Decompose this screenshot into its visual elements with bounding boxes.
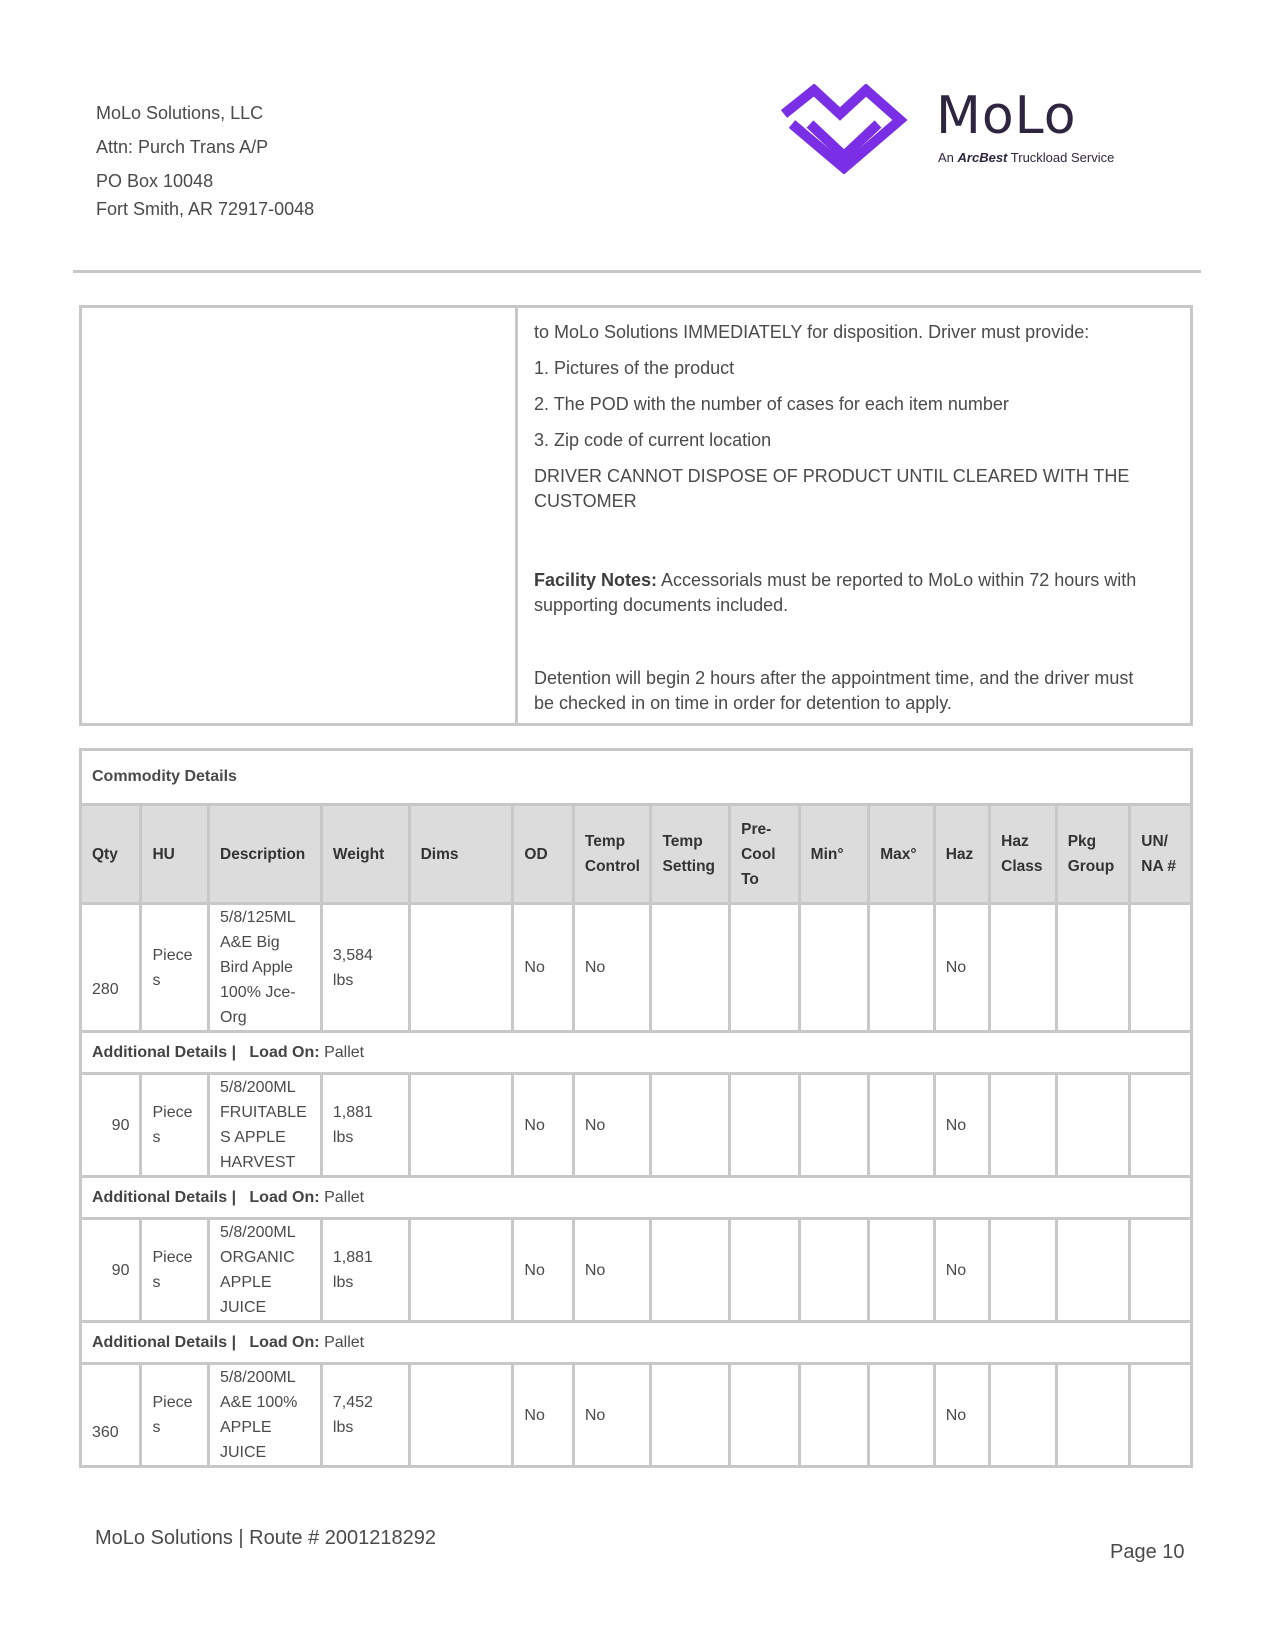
header-temp-setting: Temp Setting — [651, 805, 730, 904]
notes-line: 2. The POD with the number of cases for each item number — [534, 394, 1009, 414]
cell-min — [799, 1364, 869, 1467]
cell-haz: No — [934, 1364, 989, 1467]
cell-un-na — [1130, 1364, 1192, 1467]
table-row — [81, 1219, 1192, 1322]
page-number: Page 10 — [1110, 1541, 1185, 1563]
notes-right-cell — [518, 308, 1190, 723]
city-line: Fort Smith, AR 72917-0048 — [96, 199, 315, 219]
commodity-table — [79, 748, 1193, 1468]
additional-details-row — [81, 1032, 1192, 1074]
cell-description: 5/8/200ML FRUITABLE S APPLE HARVEST — [209, 1074, 322, 1177]
cell-haz-class — [990, 904, 1057, 1032]
cell-od: No — [513, 1364, 573, 1467]
cell-max — [869, 1219, 935, 1322]
cell-temp-setting — [651, 1219, 730, 1322]
cell-haz: No — [934, 1074, 989, 1177]
cell-qty: 90 — [81, 1219, 141, 1322]
cell-dims — [409, 1364, 513, 1467]
cell-pkg-group — [1056, 1074, 1130, 1177]
cell-temp-setting — [651, 904, 730, 1032]
cell-description: 5/8/200ML A&E 100% APPLE JUICE — [209, 1364, 322, 1467]
commodity-title: Commodity Details — [81, 750, 1192, 805]
cell-hu: Piece s — [141, 1364, 209, 1467]
cell-description: 5/8/125ML A&E Big Bird Apple 100% Jce- Org — [209, 904, 322, 1032]
table-row — [81, 904, 1192, 1032]
cell-precool — [730, 1074, 800, 1177]
header-weight: Weight — [321, 805, 409, 904]
cell-haz: No — [934, 1219, 989, 1322]
additional-details-label: Additional Details | — [92, 1333, 237, 1351]
cell-temp-control: No — [573, 1074, 651, 1177]
cell-weight: 1,881 lbs — [321, 1074, 409, 1177]
cell-hu: Piece s — [141, 1219, 209, 1322]
cell-precool — [730, 1364, 800, 1467]
load-on-label: Load On: — [249, 1333, 320, 1351]
additional-details-label: Additional Details | — [92, 1043, 237, 1061]
cell-dims — [409, 1219, 513, 1322]
cell-weight: 3,584 lbs — [321, 904, 409, 1032]
table-row — [81, 1364, 1192, 1467]
cell-haz-class — [990, 1074, 1057, 1177]
header-dims: Dims — [409, 805, 513, 904]
header-un-na: UN/ NA # — [1130, 805, 1192, 904]
cell-dims — [409, 1074, 513, 1177]
load-on-value: Pallet — [324, 1188, 365, 1206]
company-name: MoLo Solutions, LLC — [96, 103, 264, 123]
notes-left-cell — [82, 308, 518, 723]
cell-dims — [409, 904, 513, 1032]
table-row — [81, 1074, 1192, 1177]
po-box: PO Box 10048 — [96, 171, 214, 191]
cell-pkg-group — [1056, 1364, 1130, 1467]
logo-tag-brand: ArcBest — [957, 150, 1008, 165]
load-on-value: Pallet — [324, 1333, 365, 1351]
cell-temp-setting — [651, 1364, 730, 1467]
cell-od: No — [513, 1074, 573, 1177]
header-temp-control: Temp Control — [573, 805, 651, 904]
header-min: Min° — [799, 805, 869, 904]
load-on-label: Load On: — [249, 1188, 320, 1206]
notes-line: be checked in on time in order for detention to apply. — [534, 693, 952, 713]
cell-min — [799, 1219, 869, 1322]
header-description: Description — [209, 805, 322, 904]
notes-line: 1. Pictures of the product — [534, 358, 735, 378]
notes-line: CUSTOMER — [534, 491, 637, 511]
load-on-label: Load On: — [249, 1043, 320, 1061]
header-haz: Haz — [934, 805, 989, 904]
logo-wordmark: MoLo — [936, 86, 1077, 146]
cell-max — [869, 904, 935, 1032]
facility-notes — [534, 568, 1174, 593]
additional-details-row — [81, 1322, 1192, 1364]
load-on-value: Pallet — [324, 1043, 365, 1061]
cell-weight: 7,452 lbs — [321, 1364, 409, 1467]
logo-tag-pre: An — [938, 150, 954, 165]
cell-haz-class — [990, 1364, 1057, 1467]
cell-temp-control: No — [573, 904, 651, 1032]
additional-details-row — [81, 1177, 1192, 1219]
header-precool: Pre- Cool To — [730, 805, 800, 904]
header-od: OD — [513, 805, 573, 904]
cell-max — [869, 1364, 935, 1467]
header-hu: HU — [141, 805, 209, 904]
cell-un-na — [1130, 1074, 1192, 1177]
cell-description: 5/8/200ML ORGANIC APPLE JUICE — [209, 1219, 322, 1322]
logo-tagline — [938, 150, 1114, 165]
cell-un-na — [1130, 1219, 1192, 1322]
cell-hu: Piece s — [141, 904, 209, 1032]
cell-temp-control: No — [573, 1364, 651, 1467]
cell-qty: 280 — [81, 904, 141, 1032]
logo-tag-post: Truckload Service — [1010, 150, 1115, 165]
attn-line: Attn: Purch Trans A/P — [96, 137, 269, 157]
cell-max — [869, 1074, 935, 1177]
header-divider — [73, 270, 1201, 273]
notes-line: Detention will begin 2 hours after the appointment time, and the driver must — [534, 668, 1134, 688]
cell-min — [799, 904, 869, 1032]
facility-notes-label: Facility Notes: — [534, 570, 658, 590]
facility-notes-text: Accessorials must be reported to MoLo within 72 hours with — [661, 570, 1137, 590]
cell-pkg-group — [1056, 904, 1130, 1032]
cell-od: No — [513, 904, 573, 1032]
notes-line: 3. Zip code of current location — [534, 430, 772, 450]
cell-hu: Piece s — [141, 1074, 209, 1177]
header-qty: Qty — [81, 805, 141, 904]
molo-logo — [778, 84, 1158, 174]
header-max: Max° — [869, 805, 935, 904]
cell-un-na — [1130, 904, 1192, 1032]
cell-precool — [730, 904, 800, 1032]
notes-line: DRIVER CANNOT DISPOSE OF PRODUCT UNTIL CLEARED WITH THE — [534, 466, 1130, 486]
notes-line: supporting documents included. — [534, 595, 789, 615]
cell-temp-control: No — [573, 1219, 651, 1322]
header-haz-class: Haz Class — [990, 805, 1057, 904]
cell-qty: 360 — [81, 1364, 141, 1467]
cell-precool — [730, 1219, 800, 1322]
cell-min — [799, 1074, 869, 1177]
cell-qty: 90 — [81, 1074, 141, 1177]
cell-weight: 1,881 lbs — [321, 1219, 409, 1322]
additional-details-label: Additional Details | — [92, 1188, 237, 1206]
cell-haz: No — [934, 904, 989, 1032]
molo-logo-icon — [778, 84, 910, 174]
cell-od: No — [513, 1219, 573, 1322]
cell-temp-setting — [651, 1074, 730, 1177]
header-pkg-group: Pkg Group — [1056, 805, 1130, 904]
notes-box — [79, 305, 1193, 726]
cell-haz-class — [990, 1219, 1057, 1322]
notes-line: to MoLo Solutions IMMEDIATELY for disposition. Driver must provide: — [534, 322, 1090, 342]
cell-pkg-group — [1056, 1219, 1130, 1322]
footer-route: MoLo Solutions | Route # 2001218292 — [95, 1527, 437, 1549]
